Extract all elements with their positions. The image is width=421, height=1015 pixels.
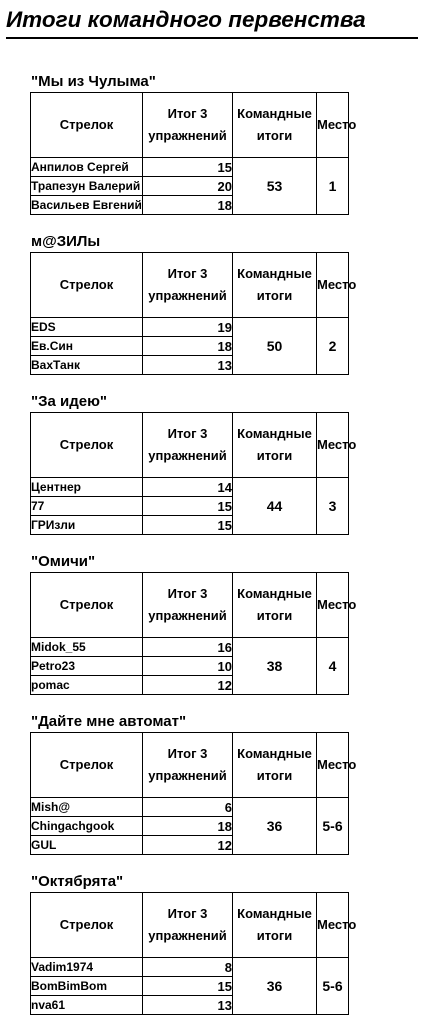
team-block xyxy=(30,712,357,855)
header-exercise-total: Итог 3 упражнений xyxy=(143,573,233,638)
shooter-score: 10 xyxy=(143,657,233,676)
table-row xyxy=(31,158,349,177)
shooter-score: 12 xyxy=(143,836,233,855)
shooter-name: 77 xyxy=(31,497,143,516)
shooter-name: Vadim1974 xyxy=(31,958,143,977)
header-place: Место xyxy=(317,93,349,158)
shooter-score: 15 xyxy=(143,516,233,535)
shooter-name: GUL xyxy=(31,836,143,855)
shooter-score: 18 xyxy=(143,337,233,356)
table-row xyxy=(31,798,349,817)
team-place: 2 xyxy=(317,318,349,375)
team-results-table xyxy=(30,892,357,1015)
team-total: 36 xyxy=(233,798,317,855)
header-team-total: Командные итоги xyxy=(233,733,317,798)
shooter-score: 16 xyxy=(143,638,233,657)
team-results-table xyxy=(30,252,357,375)
team-results-table xyxy=(30,412,357,535)
team-place: 3 xyxy=(317,478,349,535)
header-team-total: Командные итоги xyxy=(233,573,317,638)
shooter-name: Анпилов Сергей xyxy=(31,158,143,177)
header-exercise-total: Итог 3 упражнений xyxy=(143,93,233,158)
team-total: 36 xyxy=(233,958,317,1015)
header-shooter: Стрелок xyxy=(31,573,143,638)
header-exercise-total: Итог 3 упражнений xyxy=(143,733,233,798)
team-block xyxy=(30,232,357,375)
shooter-name: Трапезун Валерий xyxy=(31,177,143,196)
team-block xyxy=(30,72,357,215)
shooter-name: Mish@ xyxy=(31,798,143,817)
shooter-score: 19 xyxy=(143,318,233,337)
shooter-score: 6 xyxy=(143,798,233,817)
header-team-total: Командные итоги xyxy=(233,413,317,478)
team-name: "Омичи" xyxy=(31,553,96,570)
team-name: "За идею" xyxy=(31,393,108,410)
team-block xyxy=(30,872,357,1015)
team-total: 50 xyxy=(233,318,317,375)
header-place: Место xyxy=(317,253,349,318)
shooter-score: 18 xyxy=(143,196,233,215)
team-place: 1 xyxy=(317,158,349,215)
header-exercise-total: Итог 3 упражнений xyxy=(143,413,233,478)
team-block xyxy=(30,552,357,695)
table-row xyxy=(31,958,349,977)
shooter-name: EDS xyxy=(31,318,143,337)
shooter-name: Midok_55 xyxy=(31,638,143,657)
page-title: Итоги командного первенства xyxy=(6,4,418,39)
shooter-name: Chingachgook xyxy=(31,817,143,836)
team-block xyxy=(30,392,357,535)
table-row xyxy=(31,318,349,337)
shooter-name: pomac xyxy=(31,676,143,695)
header-exercise-total: Итог 3 упражнений xyxy=(143,253,233,318)
header-team-total: Командные итоги xyxy=(233,253,317,318)
team-total: 44 xyxy=(233,478,317,535)
team-name: "Дайте мне автомат" xyxy=(31,713,187,730)
team-name: "Мы из Чулыма" xyxy=(31,73,156,90)
team-place: 5-6 xyxy=(317,798,349,855)
header-exercise-total: Итог 3 упражнений xyxy=(143,893,233,958)
shooter-score: 15 xyxy=(143,158,233,177)
header-shooter: Стрелок xyxy=(31,253,143,318)
table-row xyxy=(31,478,349,497)
team-total: 38 xyxy=(233,638,317,695)
shooter-name: Ев.Син xyxy=(31,337,143,356)
header-shooter: Стрелок xyxy=(31,893,143,958)
header-shooter: Стрелок xyxy=(31,733,143,798)
team-place: 5-6 xyxy=(317,958,349,1015)
shooter-name: nva61 xyxy=(31,996,143,1015)
shooter-score: 18 xyxy=(143,817,233,836)
team-name: "Октябрята" xyxy=(31,873,124,890)
team-results-table xyxy=(30,732,357,855)
shooter-name: Petro23 xyxy=(31,657,143,676)
shooter-score: 13 xyxy=(143,996,233,1015)
shooter-score: 8 xyxy=(143,958,233,977)
shooter-name: ГРИзли xyxy=(31,516,143,535)
shooter-score: 15 xyxy=(143,497,233,516)
shooter-score: 12 xyxy=(143,676,233,695)
shooter-score: 20 xyxy=(143,177,233,196)
header-place: Место xyxy=(317,733,349,798)
team-results-table xyxy=(30,92,357,215)
shooter-score: 13 xyxy=(143,356,233,375)
team-total: 53 xyxy=(233,158,317,215)
header-place: Место xyxy=(317,573,349,638)
shooter-score: 14 xyxy=(143,478,233,497)
shooter-name: BomBimBom xyxy=(31,977,143,996)
shooter-name: Васильев Евгений xyxy=(31,196,143,215)
team-results-table xyxy=(30,572,357,695)
header-team-total: Командные итоги xyxy=(233,93,317,158)
header-place: Место xyxy=(317,893,349,958)
header-team-total: Командные итоги xyxy=(233,893,317,958)
shooter-score: 15 xyxy=(143,977,233,996)
header-place: Место xyxy=(317,413,349,478)
shooter-name: ВахТанк xyxy=(31,356,143,375)
table-row xyxy=(31,638,349,657)
team-place: 4 xyxy=(317,638,349,695)
shooter-name: Центнер xyxy=(31,478,143,497)
header-shooter: Стрелок xyxy=(31,413,143,478)
team-name: м@ЗИЛы xyxy=(31,233,101,250)
header-shooter: Стрелок xyxy=(31,93,143,158)
